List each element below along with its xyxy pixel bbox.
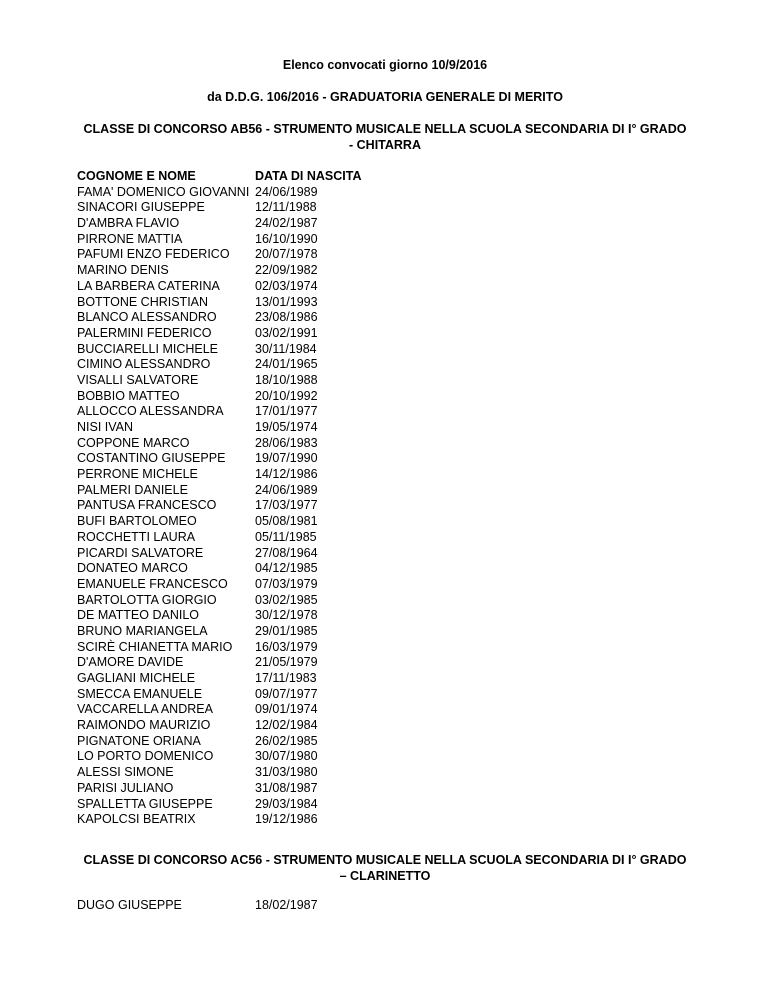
candidate-name: BRUNO MARIANGELA [77,623,208,638]
candidate-name: BUCCIARELLI MICHELE [77,341,219,356]
candidate-birth-date: 17/03/1977 [255,498,318,513]
candidate-name: BARTOLOTTA GIORGIO [77,592,217,607]
document-title: Elenco convocati giorno 10/9/2016 [282,58,488,72]
candidate-birth-date: 19/05/1974 [255,420,318,434]
candidate-name: GAGLIANI MICHELE [77,671,196,685]
candidate-birth-date: 31/08/1987 [255,780,318,795]
candidate-birth-date: 02/03/1974 [255,278,318,293]
candidate-birth-date: 17/11/1983 [255,671,317,685]
table-row [77,216,477,232]
table-row [77,898,477,914]
table-row [77,185,477,201]
candidate-birth-date: 29/03/1984 [255,796,318,811]
candidate-birth-date: 26/02/1985 [255,733,318,748]
candidate-birth-date: 30/07/1980 [255,749,318,764]
candidate-birth-date: 24/06/1989 [255,184,318,199]
candidate-birth-date: 18/02/1987 [255,898,318,912]
candidate-name: EMANUELE FRANCESCO [77,576,228,591]
candidate-birth-date: 31/03/1980 [255,765,318,780]
candidate-name: COSTANTINO GIUSEPPE [77,451,226,466]
candidate-birth-date: 12/02/1984 [255,718,318,733]
candidate-name: VACCARELLA ANDREA [77,702,213,717]
table-row [77,546,477,562]
column-header-date: DATA DI NASCITA [255,169,362,183]
table-row [77,357,477,373]
table-row [77,734,477,750]
candidate-name: BOBBIO MATTEO [77,388,180,403]
table-row [77,530,477,546]
table-row [77,781,477,797]
candidate-name: D'AMORE DAVIDE [77,655,184,670]
candidate-name: ALLOCCO ALESSANDRA [77,404,224,419]
candidate-name: PICARDI SALVATORE [77,545,204,560]
candidate-name: SPALLETTA GIUSEPPE [77,796,213,811]
candidate-name: PIGNATONE ORIANA [77,733,201,748]
candidate-birth-date: 20/07/1978 [255,247,318,262]
candidate-birth-date: 20/10/1992 [255,388,318,403]
table-row [77,812,477,828]
candidate-birth-date: 24/06/1989 [255,482,318,497]
candidate-name: ALESSI SIMONE [77,765,174,780]
candidate-birth-date: 09/01/1974 [255,702,318,717]
candidate-name: PALERMINI FEDERICO [77,325,212,340]
candidate-birth-date: 21/05/1979 [255,655,318,670]
candidate-name: PAFUMI ENZO FEDERICO [77,247,230,262]
candidate-name: KAPOLCSI BEATRIX [77,812,196,827]
document-subtitle: da D.D.G. 106/2016 - GRADUATORIA GENERALE DI MERITO [207,90,563,104]
candidate-name: DUGO GIUSEPPE [77,898,182,912]
table-row [77,279,477,295]
table-row [77,561,477,577]
table-row [77,247,477,263]
candidate-birth-date: 27/08/1964 [255,545,318,560]
candidate-birth-date: 30/11/1984 [255,341,317,356]
table-row [77,295,477,311]
column-header-name: COGNOME E NOME [77,169,196,183]
candidate-name: D'AMBRA FLAVIO [77,216,180,231]
table-row [77,232,477,248]
table-row [77,640,477,656]
candidate-birth-date: 09/07/1977 [255,686,318,701]
candidate-birth-date: 16/03/1979 [255,639,318,654]
candidate-name: PANTUSA FRANCESCO [77,498,217,513]
table-row [77,593,477,609]
candidate-name: MARINO DENIS [77,263,169,278]
candidate-birth-date: 03/02/1985 [255,592,318,607]
table-row [77,702,477,718]
candidate-birth-date: 29/01/1985 [255,623,318,638]
candidate-birth-date: 05/11/1985 [255,529,317,544]
candidate-name: SMECCA EMANUELE [77,686,203,701]
candidate-birth-date: 12/11/1988 [255,200,317,215]
candidate-name: COPPONE MARCO [77,435,190,450]
candidate-birth-date: 17/01/1977 [255,404,318,419]
candidate-table-ab56 [77,169,477,828]
candidate-birth-date: 19/12/1986 [255,812,318,827]
candidate-birth-date: 23/08/1986 [255,310,318,325]
candidate-birth-date: 13/01/1993 [255,294,318,309]
candidate-name: BLANCO ALESSANDRO [77,310,217,325]
candidate-name: LO PORTO DOMENICO [77,749,214,764]
candidate-name: SINACORI GIUSEPPE [77,200,205,215]
table-row [77,514,477,530]
candidate-birth-date: 18/10/1988 [255,372,318,387]
table-row [77,687,477,703]
table-row [77,624,477,640]
candidate-name: SCIRÈ CHIANETTA MARIO [77,639,233,654]
candidate-name: DE MATTEO DANILO [77,608,200,623]
candidate-name: PARISI JULIANO [77,780,174,795]
candidate-name: PIRRONE MATTIA [77,231,183,246]
candidate-name: PALMERI DANIELE [77,482,188,497]
table-row [77,577,477,593]
table-row [77,608,477,624]
candidate-birth-date: 03/02/1991 [255,325,318,340]
candidate-name: LA BARBERA CATERINA [77,278,220,293]
candidate-name: DONATEO MARCO [77,561,188,576]
table-row [77,436,477,452]
candidate-name: NISI IVAN [77,420,134,434]
candidate-birth-date: 04/12/1985 [255,561,318,576]
candidate-birth-date: 30/12/1978 [255,608,318,623]
table-row [77,389,477,405]
table-row [77,373,477,389]
candidate-name: CIMINO ALESSANDRO [77,357,211,372]
table-row [77,765,477,781]
section-heading-ab56: CLASSE DI CONCORSO AB56 - STRUMENTO MUSICALE NELLA SCUOLA SECONDARIA DI I° GRADO - CHITARRA [83,122,687,152]
table-body [77,185,477,828]
table-row [77,749,477,765]
table-row [77,404,477,420]
table-row [77,420,477,436]
table-row [77,263,477,279]
table-row [77,467,477,483]
table-row [77,200,477,216]
candidate-name: BUFI BARTOLOMEO [77,514,197,529]
candidate-birth-date: 16/10/1990 [255,231,318,246]
table-row [77,671,477,687]
table-row [77,483,477,499]
candidate-name: FAMA' DOMENICO GIOVANNI [77,184,250,199]
table-row [77,498,477,514]
candidate-birth-date: 24/02/1987 [255,216,318,231]
candidate-birth-date: 22/09/1982 [255,263,318,278]
candidate-birth-date: 07/03/1979 [255,576,318,591]
candidate-table-ac56 [77,898,477,914]
candidate-name: BOTTONE CHRISTIAN [77,294,209,309]
table-row [77,797,477,813]
table-header-row [77,169,477,185]
table-row [77,326,477,342]
table-row [77,718,477,734]
candidate-birth-date: 28/06/1983 [255,435,318,450]
candidate-birth-date: 19/07/1990 [255,451,318,466]
candidate-birth-date: 05/08/1981 [255,514,318,529]
candidate-birth-date: 24/01/1965 [255,357,318,372]
table-row [77,655,477,671]
table-body [77,898,477,914]
table-row [77,310,477,326]
table-row [77,451,477,467]
table-row [77,342,477,358]
candidate-name: ROCCHETTI LAURA [77,529,196,544]
candidate-name: VISALLI SALVATORE [77,372,199,387]
candidate-name: RAIMONDO MAURIZIO [77,718,211,733]
candidate-birth-date: 14/12/1986 [255,467,318,482]
section-heading-ac56: CLASSE DI CONCORSO AC56 - STRUMENTO MUSICALE NELLA SCUOLA SECONDARIA DI I° GRADO – CLARINETTO [83,853,687,883]
candidate-name: PERRONE MICHELE [77,467,198,482]
